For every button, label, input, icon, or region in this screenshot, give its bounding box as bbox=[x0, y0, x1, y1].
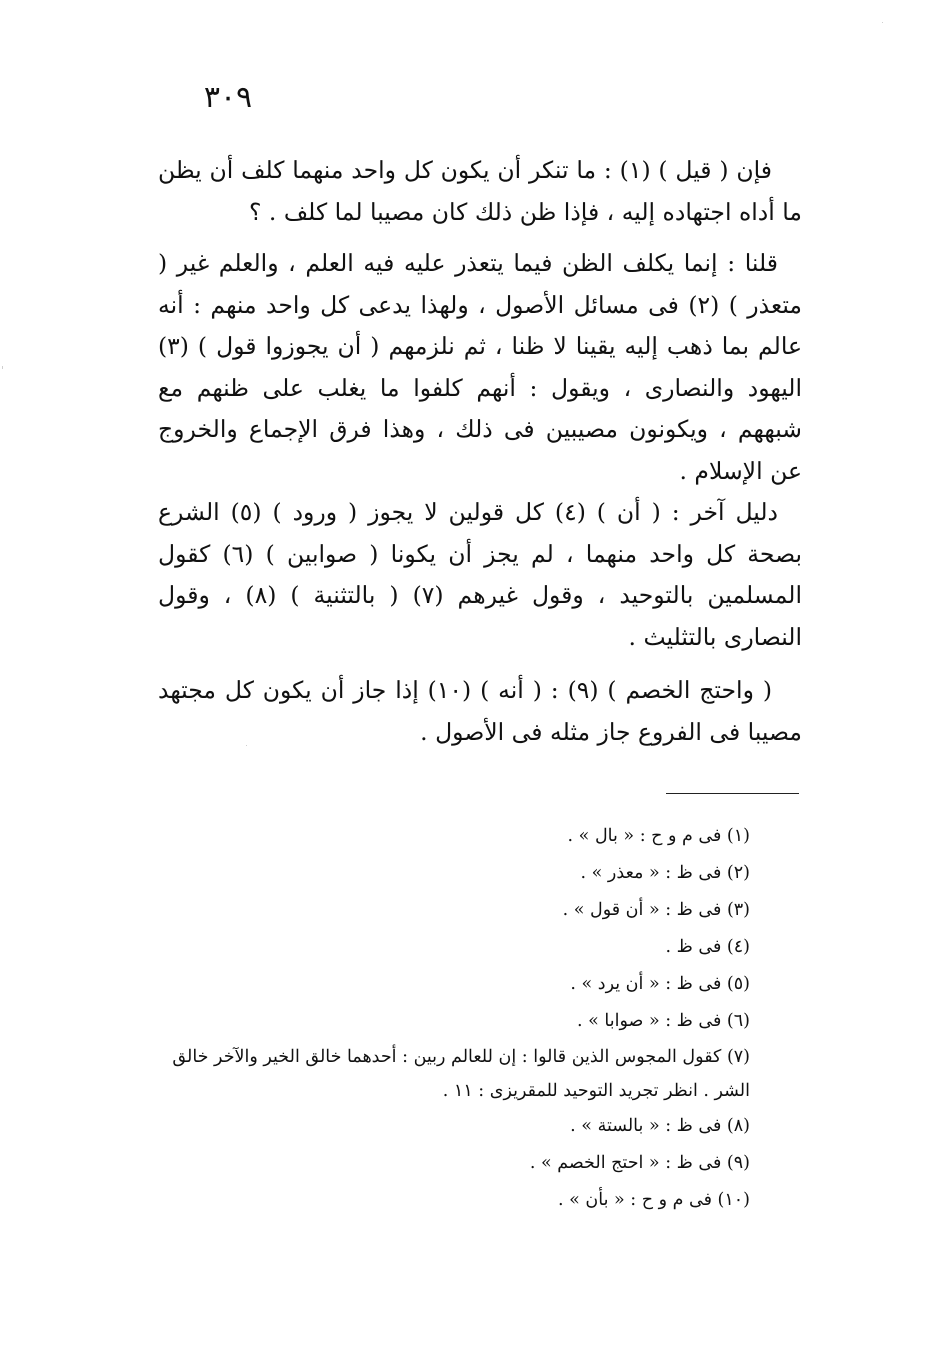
paragraph-3: دليل آخر : ( أن ) (٤) كل قولين لا يجوز ( ورود ) (٥) الشرع بصحة كل واحد منهما ، لم يجز أن يكونا ( صوابين ) (٦) كقول المسلمين بالتوحيد ، وقول غيرهم (٧) ( بالتثنية ) (٨) ، وقول النصارى بالتثليث . bbox=[158, 498, 802, 651]
page-number: ٣٠٩ bbox=[203, 80, 253, 115]
footnote-3: (٣) فى ظ : « أن قول » . bbox=[562, 900, 750, 920]
scan-speck bbox=[2, 366, 3, 369]
paragraph-2: قلنا : إنما يكلف الظن فيما يتعذر عليه فيه العلم ، والعلم غير ( متعذر ) (٢) فى مسائل الأصول ، ولهذا يدعى كل واحد منهم : أنه عالم بما ذهب إليه يقينا لا ظنا ، ثم نلزمهم ( أن يجوزوا قول ) (٣) اليهود والنصارى ، ويقول : أنهم كلفوا ما يغلب على ظنهم مع شبههم ، ويكونون مصيبين فى ذلك ، وهذا فرق الإجماع والخروج عن الإسلام . bbox=[158, 249, 802, 485]
footnote-4: (٤) فى ظ . bbox=[665, 937, 750, 957]
scan-speck bbox=[246, 745, 247, 746]
footnote-6: (٦) فى ظ : « صوابا » . bbox=[577, 1011, 750, 1031]
footnote-8: (٨) فى ظ : « بالستة » . bbox=[570, 1116, 750, 1136]
footnote-7: (٧) كقول المجوس الذين قالوا : إن للعالم ربين : أحدهما خالق الخير والآخر خالق الشر . انظر تجريد التوحيد للمقريزى : ١١ . bbox=[172, 1047, 750, 1101]
paragraph-4: ( واحتج الخصم ) (٩) : ( أنه ) (١٠) إذا جاز أن يكون كل مجتهد مصيبا فى الفروع جاز مثله فى الأصول . bbox=[158, 676, 802, 746]
paragraph-1: فإن ( قيل ) (١) : ما تنكر أن يكون كل واحد منهما كلف أن يظن ما أداه اجتهاده إليه ، فإذا ظن ذلك كان مصيبا لما كلف . ؟ bbox=[158, 156, 802, 226]
footnote-10: (١٠) فى م و ح : « بأن » . bbox=[558, 1190, 750, 1210]
footnote-separator bbox=[666, 793, 799, 794]
footnote-9: (٩) فى ظ : « احتج الخصم » . bbox=[529, 1153, 750, 1173]
footnote-5: (٥) فى ظ : « أن يرد » . bbox=[570, 974, 750, 994]
footnote-2: (٢) فى ظ : « معذر » . bbox=[580, 863, 750, 883]
scan-speck bbox=[882, 22, 883, 23]
footnotes bbox=[158, 818, 802, 1219]
footnote-1: (١) فى م و ح : « بال » . bbox=[567, 826, 750, 846]
main-text bbox=[158, 150, 802, 763]
